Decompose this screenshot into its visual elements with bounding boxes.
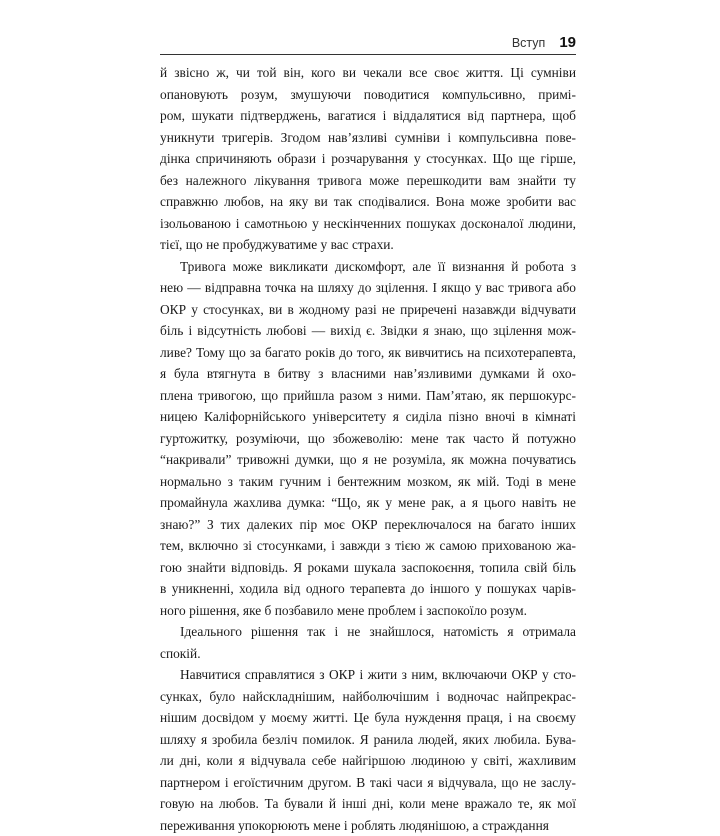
page-number: 19 bbox=[559, 34, 576, 51]
text-line: опановують розум, змушуючи поводитися компульсивно, примі- bbox=[160, 84, 576, 106]
text-line: ли дні, коли я відчувала себе найгіршою людиною у світі, жахливим bbox=[160, 750, 576, 772]
section-title: Вступ bbox=[512, 36, 545, 50]
text-line: сунках, було найскладнішим, найболючішим і водночас найпрекрас- bbox=[160, 686, 576, 708]
text-line: нормально з таким гучним і бентежним мозком, як мій. Тоді в мене bbox=[160, 471, 576, 493]
text-line: ницею Каліфорнійського університету я сиділа пізно вночі в кімнаті bbox=[160, 406, 576, 428]
running-header bbox=[160, 34, 576, 55]
text-line: тієї, що не пробуджуватиме у вас страхи. bbox=[160, 234, 576, 256]
text-line: спокій. bbox=[160, 643, 576, 665]
text-line: знаю?” З тих далеких пір моє ОКР переключалося на багато інших bbox=[160, 514, 576, 536]
text-line: “накривали” тривожні думки, що я не розуміла, як можна почуватись bbox=[160, 449, 576, 471]
paragraph bbox=[160, 621, 576, 664]
text-line: Навчитися справлятися з ОКР і жити з ним, включаючи ОКР у сто- bbox=[160, 664, 576, 686]
paragraph bbox=[160, 62, 576, 256]
text-line: я була втягнута в битву з власними нав’язливими думками й охо- bbox=[160, 363, 576, 385]
paragraph bbox=[160, 664, 576, 836]
text-line: плена тривогою, що прийшла разом з ними. Пам’ятаю, як першокурс- bbox=[160, 385, 576, 407]
text-line: нішим досвідом у моєму житті. Це була нуждення праця, і на своєму bbox=[160, 707, 576, 729]
text-line: й звісно ж, чи той він, кого ви чекали все своє життя. Ці сумніви bbox=[160, 62, 576, 84]
text-line: гуртожитку, розуміючи, що збожеволію: мене так часто й потужно bbox=[160, 428, 576, 450]
text-line: ром, шукати підтверджень, вагатися і віддалятися від партнера, щоб bbox=[160, 105, 576, 127]
text-line: ізольованою і самотньою у нескінченних пошуках досконалої людини, bbox=[160, 213, 576, 235]
text-line: справжню любов, на яку ви так сподівалися. Вона може зробити вас bbox=[160, 191, 576, 213]
text-line: партнером і егоїстичним другом. В такі часи я відчувала, що не заслу- bbox=[160, 772, 576, 794]
text-line: ливе? Тому що за багато років до того, як вивчитись на психотерапевта, bbox=[160, 342, 576, 364]
text-line: ОКР у стосунках, ви в жодному разі не приречені назавжди відчувати bbox=[160, 299, 576, 321]
text-line: ного рішення, яке б позбавило мене проблем і заспокоїло розум. bbox=[160, 600, 576, 622]
text-line: в уникненні, ходила від одного терапевта до іншого у пошуках чарів- bbox=[160, 578, 576, 600]
text-line: Тривога може викликати дискомфорт, але її визнання й робота з bbox=[160, 256, 576, 278]
text-line: без належного лікування тривога може перешкодити вам знайти ту bbox=[160, 170, 576, 192]
text-line: шляху я зробила безліч помилок. Я ранила людей, яких любила. Бува- bbox=[160, 729, 576, 751]
text-line: говую на любов. Та бували й інші дні, коли мене вражало те, як мої bbox=[160, 793, 576, 815]
text-line: переживання упокорюють мене і роблять людянішою, а страждання bbox=[160, 815, 576, 836]
text-line: уникнути тригерів. Згодом нав’язливі сумніви і компульсивна пове- bbox=[160, 127, 576, 149]
text-line: Ідеального рішення так і не знайшлося, натомість я отримала bbox=[160, 621, 576, 643]
text-line: гою знайти відповідь. Я роками шукала заспокоєння, топила свій біль bbox=[160, 557, 576, 579]
text-line: промайнула жахлива думка: “Що, як у мене рак, а я цього навіть не bbox=[160, 492, 576, 514]
paragraph bbox=[160, 256, 576, 622]
text-line: нею — відправна точка на шляху до зцілення. І якщо у вас тривога або bbox=[160, 277, 576, 299]
text-line: біль і відсутність любові — вихід є. Звідки я знаю, що зцілення мож- bbox=[160, 320, 576, 342]
text-line: дінка спричиняють образи і розчарування у стосунках. Що ще гірше, bbox=[160, 148, 576, 170]
text-line: тем, включно зі стосунками, і завжди з тією ж самою прихованою жа- bbox=[160, 535, 576, 557]
